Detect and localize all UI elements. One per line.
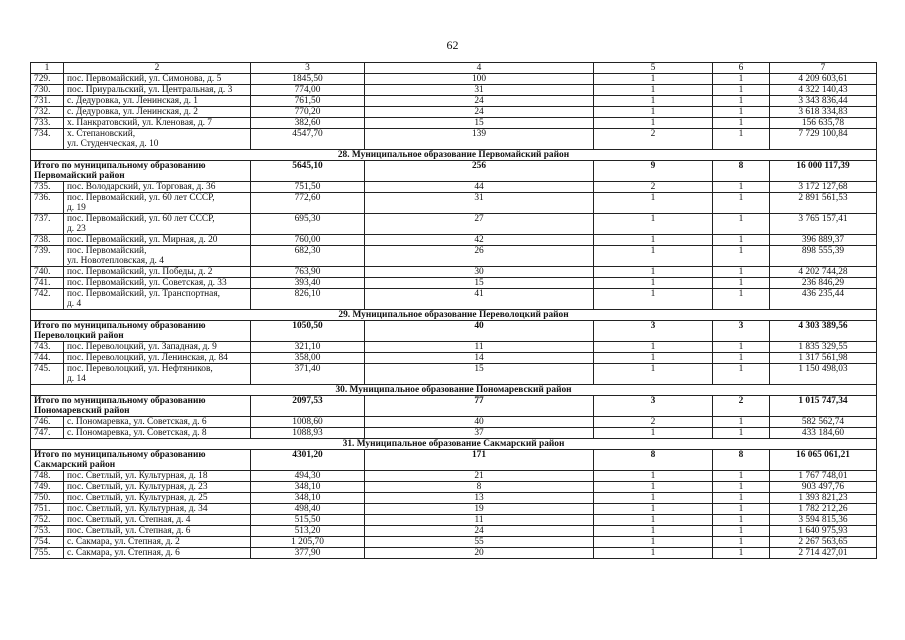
residents-cell: 15 [365,278,594,289]
address-cell: с. Дедуровка, ул. Ленинская, д. 1 [64,96,251,107]
residents-cell: 30 [365,267,594,278]
table-row [31,85,877,96]
total-area-cell: 371,40 [251,364,365,385]
row-number-cell: 738. [31,235,64,246]
table-row [31,267,877,278]
residents-cell: 15 [365,118,594,129]
residents-cell: 14 [365,353,594,364]
address-cell: пос. Светлый, ул. Культурная, д. 23 [64,482,251,493]
count-b-cell: 1 [713,504,770,515]
address-cell: пос. Первомайский, ул. Советская, д. 33 [64,278,251,289]
subtotal-count-a: 9 [594,161,713,182]
count-a-cell: 1 [594,548,713,559]
residents-cell: 26 [365,246,594,267]
count-b-cell: 1 [713,96,770,107]
row-number-cell: 752. [31,515,64,526]
count-b-cell: 1 [713,129,770,150]
address-cell: пос. Светлый, ул. Культурная, д. 25 [64,493,251,504]
count-a-cell: 1 [594,235,713,246]
row-number-cell: 743. [31,342,64,353]
address-cell: пос. Переволоцкий, ул. Ленинская, д. 84 [64,353,251,364]
subtotal-total-area: 4301,20 [251,450,365,471]
table-row [31,548,877,559]
section-heading: 31. Муниципальное образование Сакмарский район [31,439,877,450]
table-row [31,96,877,107]
subtotal-label [31,161,251,182]
cost-cell: 4 209 603,61 [770,74,877,85]
table-row [31,353,877,364]
subtotal-count-b: 8 [713,450,770,471]
address-cell: пос. Светлый, ул. Степная, д. 6 [64,526,251,537]
address-cell: с. Сакмара, ул. Степная, д. 2 [64,537,251,548]
subtotal-cost: 16 000 117,39 [770,161,877,182]
count-a-cell: 1 [594,342,713,353]
table-row [31,342,877,353]
row-number-cell: 734. [31,129,64,150]
cost-cell: 1 835 329,55 [770,342,877,353]
total-area-cell: 494,30 [251,471,365,482]
subtotal-label-line: Итого по муниципальному образованию [34,450,206,460]
subtotal-row [31,450,877,471]
subtotal-cost: 4 303 389,56 [770,321,877,342]
table-row [31,364,877,385]
row-number-cell: 751. [31,504,64,515]
total-area-cell: 321,10 [251,342,365,353]
address-cell: пос. Первомайский, ул. Победы, д. 2 [64,267,251,278]
cost-cell: 3 765 157,41 [770,214,877,235]
count-a-cell: 1 [594,267,713,278]
address-cell [64,289,251,310]
count-a-cell: 2 [594,417,713,428]
residents-cell: 13 [365,493,594,504]
cost-cell: 1 393 821,23 [770,493,877,504]
row-number-cell: 735. [31,182,64,193]
row-number-cell: 744. [31,353,64,364]
section-heading: 28. Муниципальное образование Первомайский район [31,150,877,161]
count-b-cell: 1 [713,342,770,353]
cost-cell: 2 714 427,01 [770,548,877,559]
address-cell: пос. Первомайский, ул. Симонова, д. 5 [64,74,251,85]
total-area-cell: 760,00 [251,235,365,246]
registry-table [30,62,877,559]
residents-cell: 15 [365,364,594,385]
total-area-cell: 377,90 [251,548,365,559]
address-cell: х. Панкратовский, ул. Кленовая, д. 7 [64,118,251,129]
subtotal-label [31,321,251,342]
table-row [31,493,877,504]
row-number-cell: 742. [31,289,64,310]
row-number-cell: 733. [31,118,64,129]
table-row [31,182,877,193]
row-number-cell: 747. [31,428,64,439]
subtotal-count-a: 3 [594,321,713,342]
count-b-cell: 1 [713,107,770,118]
table-row [31,537,877,548]
count-b-cell: 1 [713,182,770,193]
cost-cell: 396 889,37 [770,235,877,246]
residents-cell: 21 [365,471,594,482]
count-b-cell: 1 [713,493,770,504]
cost-cell: 7 729 100,84 [770,129,877,150]
cost-cell: 236 846,29 [770,278,877,289]
column-number: 2 [64,63,251,74]
residents-cell: 11 [365,515,594,526]
total-area-cell: 393,40 [251,278,365,289]
address-cell: пос. Светлый, ул. Степная, д. 4 [64,515,251,526]
count-b-cell: 1 [713,482,770,493]
column-number: 5 [594,63,713,74]
total-area-cell: 1088,93 [251,428,365,439]
total-area-cell: 774,00 [251,85,365,96]
residents-cell: 139 [365,129,594,150]
cost-cell: 3 343 836,44 [770,96,877,107]
row-number-cell: 753. [31,526,64,537]
count-b-cell: 1 [713,118,770,129]
subtotal-row [31,161,877,182]
count-b-cell: 1 [713,214,770,235]
residents-cell: 37 [365,428,594,439]
count-b-cell: 1 [713,235,770,246]
count-a-cell: 1 [594,471,713,482]
count-a-cell: 2 [594,129,713,150]
section-heading-row [31,439,877,450]
residents-cell: 24 [365,526,594,537]
table-row [31,428,877,439]
count-b-cell: 1 [713,515,770,526]
count-b-cell: 1 [713,74,770,85]
total-area-cell: 513,20 [251,526,365,537]
address-cell: пос. Переволоцкий, ул. Западная, д. 9 [64,342,251,353]
address-line: пос. Первомайский, ул. 60 лет СССР, [67,193,215,203]
count-b-cell: 1 [713,353,770,364]
residents-cell: 24 [365,96,594,107]
subtotal-total-area: 2097,53 [251,396,365,417]
address-line: д. 19 [67,203,86,213]
row-number-cell: 736. [31,193,64,214]
subtotal-residents: 77 [365,396,594,417]
count-a-cell: 1 [594,515,713,526]
cost-cell: 1 767 748,01 [770,471,877,482]
count-a-cell: 1 [594,85,713,96]
cost-cell: 2 891 561,53 [770,193,877,214]
residents-cell: 27 [365,214,594,235]
residents-cell: 19 [365,504,594,515]
table-row [31,107,877,118]
subtotal-label-line: Пономаревский район [34,406,130,416]
residents-cell: 24 [365,107,594,118]
total-area-cell: 772,60 [251,193,365,214]
address-cell: с. Дедуровка, ул. Ленинская, д. 2 [64,107,251,118]
row-number-cell: 732. [31,107,64,118]
total-area-cell: 761,50 [251,96,365,107]
row-number-cell: 731. [31,96,64,107]
count-b-cell: 1 [713,246,770,267]
row-number-cell: 739. [31,246,64,267]
count-b-cell: 1 [713,417,770,428]
row-number-cell: 750. [31,493,64,504]
table-row [31,246,877,267]
address-cell: пос. Приуральский, ул. Центральная, д. 3 [64,85,251,96]
table-row [31,118,877,129]
address-line: д. 14 [67,374,86,384]
total-area-cell: 1008,60 [251,417,365,428]
row-number-cell: 730. [31,85,64,96]
subtotal-residents: 171 [365,450,594,471]
column-number: 4 [365,63,594,74]
address-cell: с. Сакмара, ул. Степная, д. 6 [64,548,251,559]
cost-cell: 3 594 815,36 [770,515,877,526]
count-a-cell: 1 [594,482,713,493]
total-area-cell: 826,10 [251,289,365,310]
subtotal-count-a: 3 [594,396,713,417]
cost-cell: 4 202 744,28 [770,267,877,278]
address-cell: с. Пономаревка, ул. Советская, д. 8 [64,428,251,439]
total-area-cell: 682,30 [251,246,365,267]
count-b-cell: 1 [713,537,770,548]
column-number: 3 [251,63,365,74]
residents-cell: 11 [365,342,594,353]
residents-cell: 31 [365,193,594,214]
address-line: д. 4 [67,299,82,309]
residents-cell: 44 [365,182,594,193]
subtotal-count-a: 8 [594,450,713,471]
subtotal-label-line: Переволоцкий район [34,331,124,341]
total-area-cell: 763,90 [251,267,365,278]
subtotal-label-line: Первомайский район [34,171,125,181]
row-number-cell: 740. [31,267,64,278]
address-cell [64,129,251,150]
cost-cell: 903 497,76 [770,482,877,493]
address-line: д. 23 [67,224,86,234]
total-area-cell: 1845,50 [251,74,365,85]
subtotal-label-line: Итого по муниципальному образованию [34,321,206,331]
count-a-cell: 1 [594,74,713,85]
cost-cell: 433 184,60 [770,428,877,439]
cost-cell: 1 782 212,26 [770,504,877,515]
table-row [31,193,877,214]
count-b-cell: 1 [713,289,770,310]
count-b-cell: 1 [713,364,770,385]
section-heading: 29. Муниципальное образование Переволоцкий район [31,310,877,321]
table-row [31,482,877,493]
address-line: пос. Первомайский, [67,246,147,256]
section-heading-row [31,310,877,321]
total-area-cell: 348,10 [251,482,365,493]
count-a-cell: 1 [594,526,713,537]
count-a-cell: 1 [594,278,713,289]
address-cell: пос. Светлый, ул. Культурная, д. 34 [64,504,251,515]
subtotal-cost: 16 065 061,21 [770,450,877,471]
subtotal-label-line: Итого по муниципальному образованию [34,396,206,406]
residents-cell: 42 [365,235,594,246]
residents-cell: 8 [365,482,594,493]
table-row [31,235,877,246]
row-number-cell: 737. [31,214,64,235]
count-a-cell: 1 [594,107,713,118]
table-row [31,504,877,515]
address-cell [64,193,251,214]
count-a-cell: 1 [594,289,713,310]
count-b-cell: 1 [713,428,770,439]
count-a-cell: 1 [594,504,713,515]
subtotal-row [31,396,877,417]
row-number-cell: 746. [31,417,64,428]
count-b-cell: 1 [713,471,770,482]
page-number: 62 [446,38,459,52]
column-number: 7 [770,63,877,74]
address-line: пос. Переволоцкий, ул. Нефтяников, [67,364,213,374]
cost-cell: 3 172 127,68 [770,182,877,193]
address-cell: с. Пономаревка, ул. Советская, д. 6 [64,417,251,428]
total-area-cell: 498,40 [251,504,365,515]
cost-cell: 2 267 563,65 [770,537,877,548]
cost-cell: 4 322 140,43 [770,85,877,96]
address-line: пос. Первомайский, ул. 60 лет СССР, [67,214,215,224]
subtotal-residents: 256 [365,161,594,182]
row-number-cell: 729. [31,74,64,85]
total-area-cell: 4547,70 [251,129,365,150]
address-cell: пос. Володарский, ул. Торговая, д. 36 [64,182,251,193]
table-row [31,289,877,310]
subtotal-label [31,450,251,471]
residents-cell: 100 [365,74,594,85]
section-heading-row [31,385,877,396]
column-number: 1 [31,63,64,74]
cost-cell: 582 562,74 [770,417,877,428]
address-cell: пос. Первомайский, ул. Мирная, д. 20 [64,235,251,246]
subtotal-count-b: 3 [713,321,770,342]
residents-cell: 40 [365,417,594,428]
count-b-cell: 1 [713,278,770,289]
total-area-cell: 348,10 [251,493,365,504]
address-cell [64,214,251,235]
row-number-cell: 741. [31,278,64,289]
table-row [31,74,877,85]
row-number-cell: 754. [31,537,64,548]
total-area-cell: 751,50 [251,182,365,193]
count-a-cell: 1 [594,428,713,439]
cost-cell: 1 317 561,98 [770,353,877,364]
count-a-cell: 1 [594,214,713,235]
count-a-cell: 1 [594,246,713,267]
subtotal-total-area: 1050,50 [251,321,365,342]
count-b-cell: 1 [713,548,770,559]
subtotal-label-line: Сакмарский район [34,460,116,470]
address-cell [64,364,251,385]
cost-cell: 1 640 975,93 [770,526,877,537]
table-row [31,129,877,150]
total-area-cell: 515,50 [251,515,365,526]
column-number-row [31,63,877,74]
residents-cell: 55 [365,537,594,548]
address-line: х. Степановский, [67,129,136,139]
subtotal-total-area: 5645,10 [251,161,365,182]
total-area-cell: 695,30 [251,214,365,235]
total-area-cell: 382,60 [251,118,365,129]
cost-cell: 156 635,78 [770,118,877,129]
cost-cell: 1 150 498,03 [770,364,877,385]
table-row [31,471,877,482]
count-b-cell: 1 [713,193,770,214]
total-area-cell: 358,00 [251,353,365,364]
residents-cell: 31 [365,85,594,96]
subtotal-count-b: 2 [713,396,770,417]
table-row [31,515,877,526]
subtotal-row [31,321,877,342]
total-area-cell: 770,20 [251,107,365,118]
cost-cell: 436 235,44 [770,289,877,310]
subtotal-cost: 1 015 747,34 [770,396,877,417]
subtotal-count-b: 8 [713,161,770,182]
row-number-cell: 745. [31,364,64,385]
row-number-cell: 748. [31,471,64,482]
cost-cell: 3 618 334,83 [770,107,877,118]
count-a-cell: 1 [594,96,713,107]
section-heading: 30. Муниципальное образование Пономаревский район [31,385,877,396]
count-a-cell: 1 [594,353,713,364]
address-cell: пос. Светлый, ул. Культурная, д. 18 [64,471,251,482]
subtotal-label [31,396,251,417]
address-line: ул. Новотепловская, д. 4 [67,256,164,266]
table-row [31,214,877,235]
count-b-cell: 1 [713,85,770,96]
address-line: пос. Первомайский, ул. Транспортная, [67,289,220,299]
address-cell [64,246,251,267]
row-number-cell: 755. [31,548,64,559]
row-number-cell: 749. [31,482,64,493]
cost-cell: 898 555,39 [770,246,877,267]
count-a-cell: 1 [594,364,713,385]
count-b-cell: 1 [713,267,770,278]
total-area-cell: 1 205,70 [251,537,365,548]
count-a-cell: 2 [594,182,713,193]
residents-cell: 20 [365,548,594,559]
table-row [31,526,877,537]
subtotal-label-line: Итого по муниципальному образованию [34,161,206,171]
count-a-cell: 1 [594,193,713,214]
section-heading-row [31,150,877,161]
count-a-cell: 1 [594,537,713,548]
column-number: 6 [713,63,770,74]
table-row [31,278,877,289]
address-line: ул. Студенческая, д. 10 [67,139,159,149]
count-a-cell: 1 [594,493,713,504]
table-row [31,417,877,428]
subtotal-residents: 40 [365,321,594,342]
count-a-cell: 1 [594,118,713,129]
residents-cell: 41 [365,289,594,310]
count-b-cell: 1 [713,526,770,537]
